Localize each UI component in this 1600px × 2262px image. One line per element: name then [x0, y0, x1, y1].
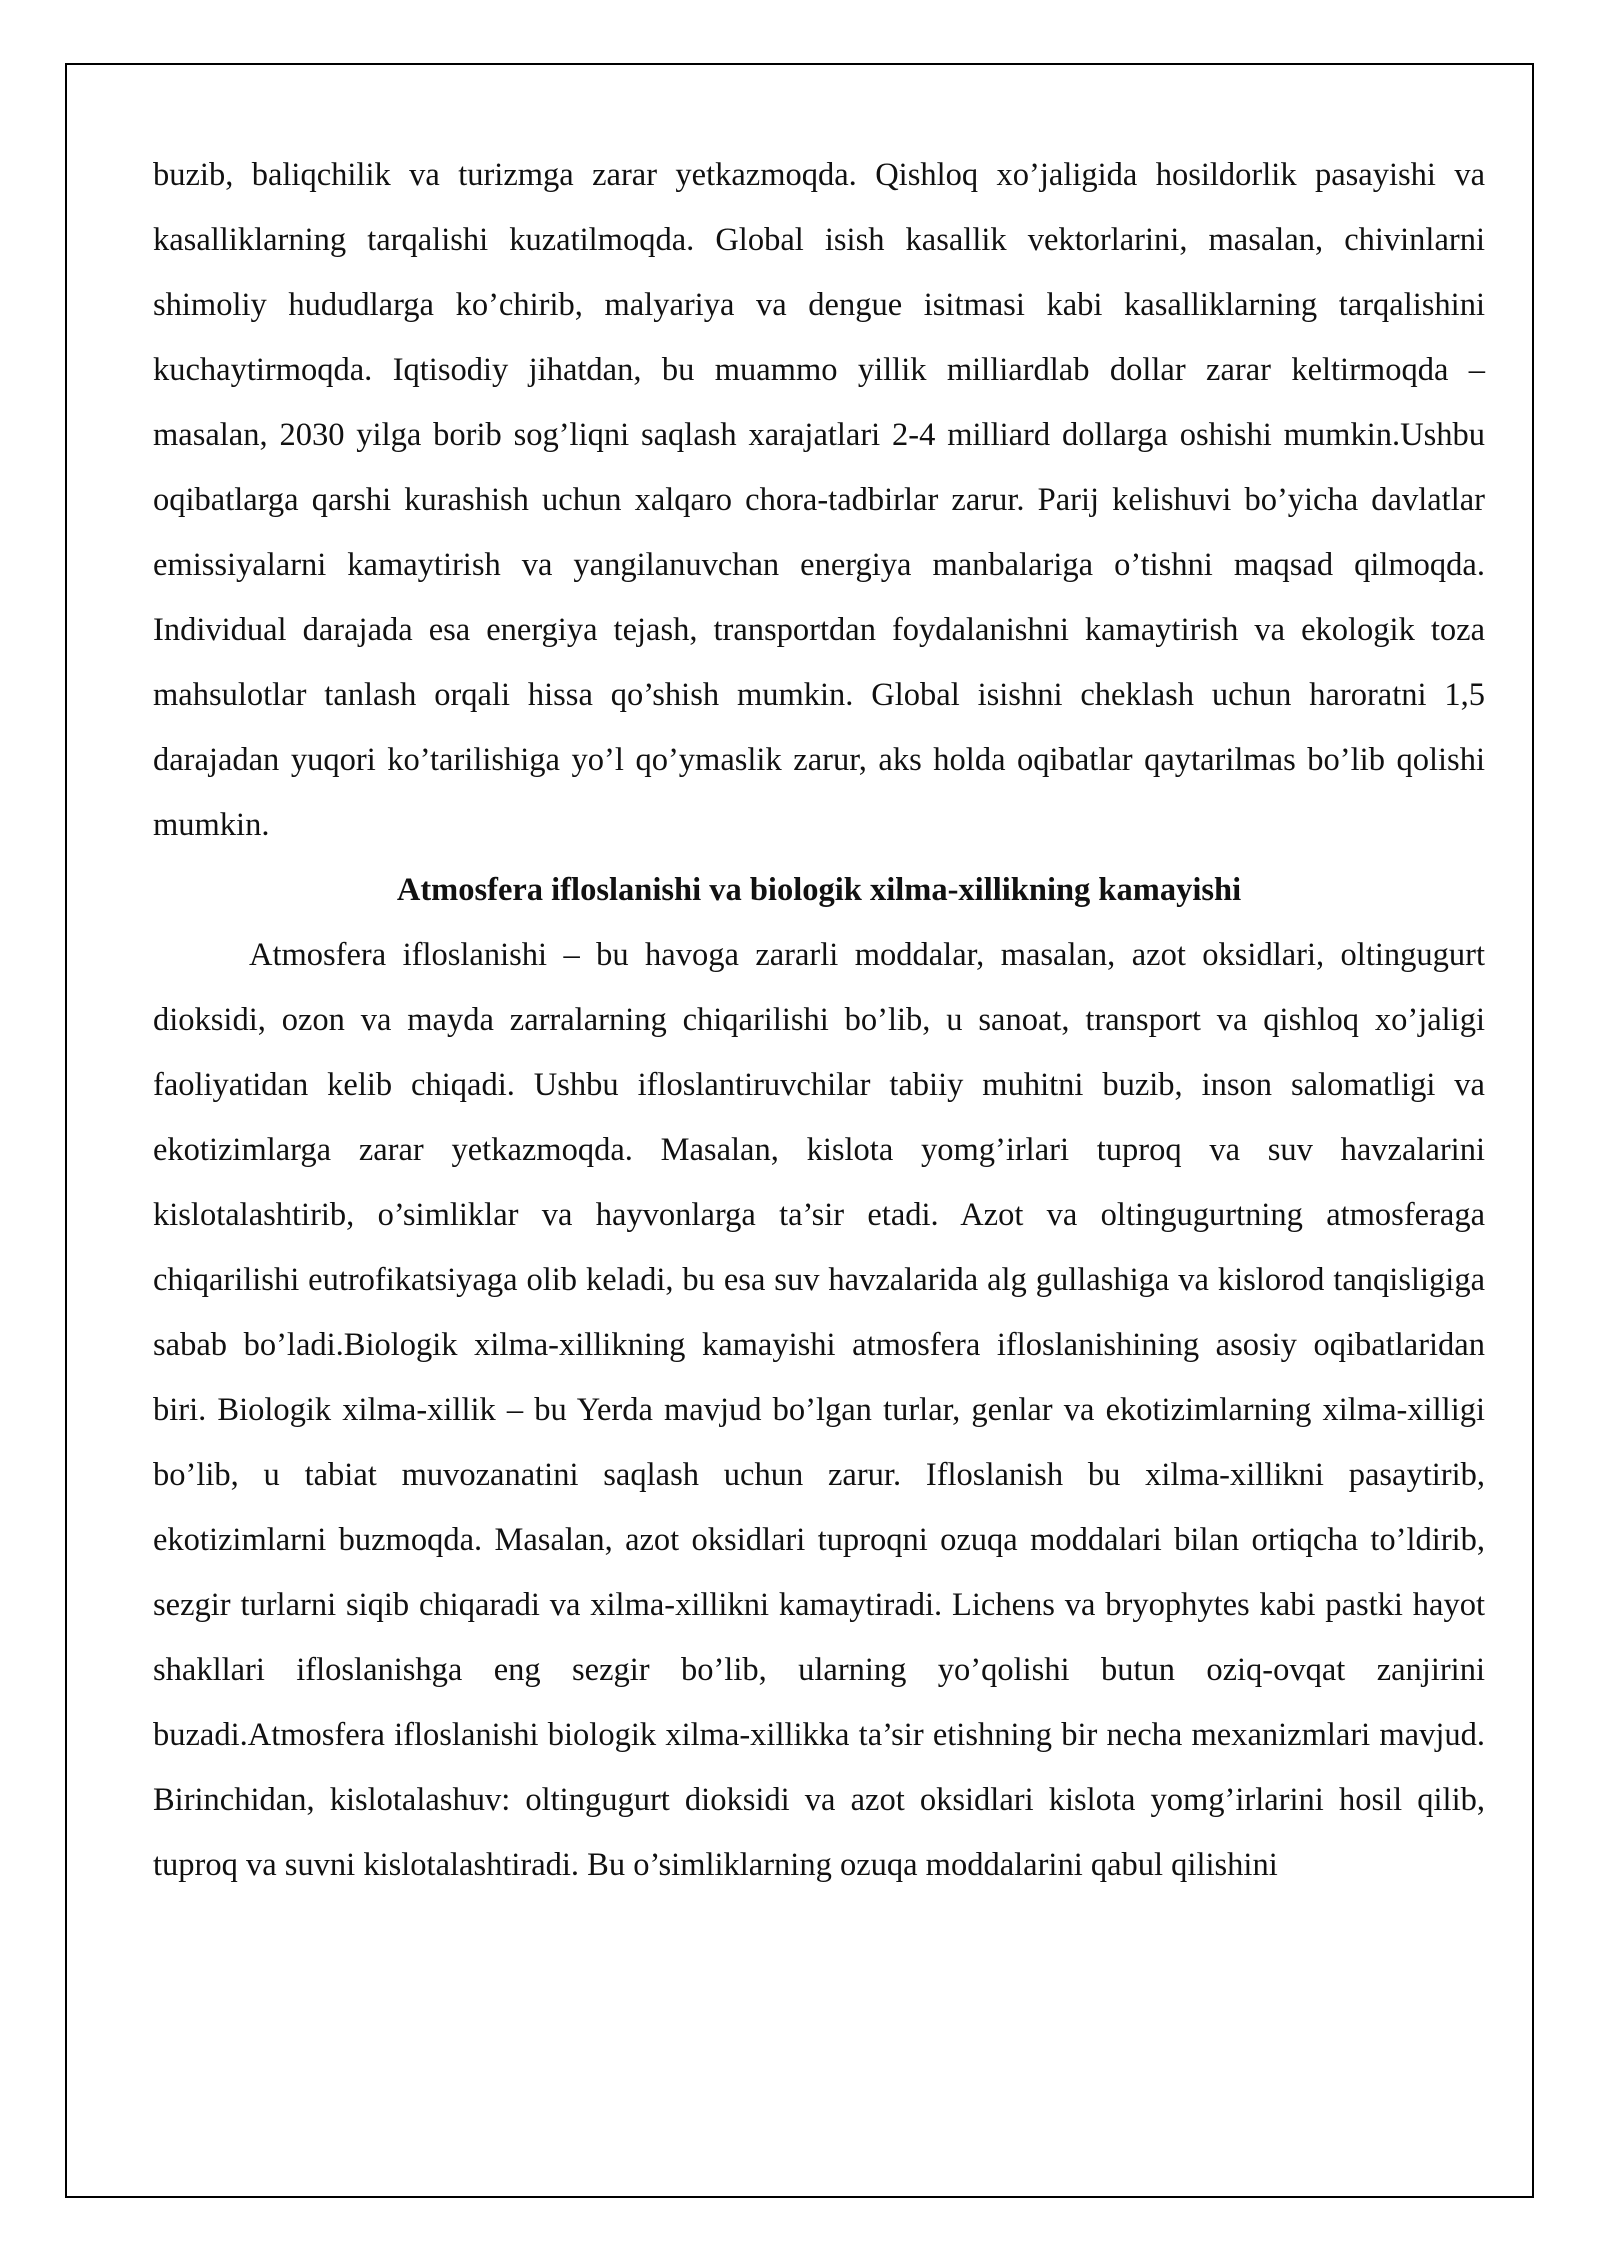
document-body — [153, 143, 1485, 1898]
paragraph-global-warming-consequences: buzib, baliqchilik va turizmga zarar yetkazmoqda. Qishloq xo’jaligida hosildorlik pasayishi va kasalliklarning tarqalishi kuzatilmoqda. Global isish kasallik vektorlarini, masalan, chivinlarni shimoliy hududlarga ko’chirib, malyariya va dengue isitmasi kabi kasalliklarning tarqalishini kuchaytirmoqda. Iqtisodiy jihatdan, bu muammo yillik milliardlab dollar zarar keltirmoqda – masalan, 2030 yilga borib sog’liqni saqlash xarajatlari 2-4 milliard dollarga oshishi mumkin.Ushbu oqibatlarga qarshi kurashish uchun xalqaro chora-tadbirlar zarur. Parij kelishuvi bo’yicha davlatlar emissiyalarni kamaytirish va yangilanuvchan energiya manbalariga o’tishni maqsad qilmoqda. Individual darajada esa energiya tejash, transportdan foydalanishni kamaytirish va ekologik toza mahsulotlar tanlash orqali hissa qo’shish mumkin. Global isishni cheklash uchun haroratni 1,5 darajadan yuqori ko’tarilishiga yo’l qo’ymaslik zarur, aks holda oqibatlar qaytarilmas bo’lib qolishi mumkin. — [153, 157, 1485, 843]
section-heading: Atmosfera ifloslanishi va biologik xilma-xillikning kamayishi — [396, 872, 1242, 908]
paragraph-atmosphere-pollution: Atmosfera ifloslanishi – bu havoga zararli moddalar, masalan, azot oksidlari, oltingugurt dioksidi, ozon va mayda zarralarning chiqarilishi bo’lib, u sanoat, transport va qishloq xo’jaligi faoliyatidan kelib chiqadi. Ushbu ifloslantiruvchilar tabiiy muhitni buzib, inson salomatligi va ekotizimlarga zarar yetkazmoqda. Masalan, kislota yomg’irlari tuproq va suv havzalarini kislotalashtirib, o’simliklar va hayvonlarga ta’sir etadi. Azot va oltingugurtning atmosferaga chiqarilishi eutrofikatsiyaga olib keladi, bu esa suv havzalarida alg gullashiga va kislorod tanqisligiga sabab bo’ladi.Biologik xilma-xillikning kamayishi atmosfera ifloslanishining asosiy oqibatlaridan biri. Biologik xilma-xillik – bu Yerda mavjud bo’lgan turlar, genlar va ekotizimlarning xilma-xilligi bo’lib, u tabiat muvozanatini saqlash uchun zarur. Ifloslanish bu xilma-xillikni pasaytirib, ekotizimlarni buzmoqda. Masalan, azot oksidlari tuproqni ozuqa moddalari bilan ortiqcha to’ldirib, sezgir turlarni siqib chiqaradi va xilma-xillikni kamaytiradi. Lichens va bryophytes kabi pastki hayot shakllari ifloslanishga eng sezgir bo’lib, ularning yo’qolishi butun oziq-ovqat zanjirini buzadi.Atmosfera ifloslanishi biologik xilma-xillikka ta’sir etishning bir necha mexanizmlari mavjud. Birinchidan, kislotalashuv: oltingugurt dioksidi va azot oksidlari kislota yomg’irlarini hosil qilib, tuproq va suvni kislotalashtiradi. Bu o’simliklarning ozuqa moddalarini qabul qilishini — [153, 937, 1485, 1883]
